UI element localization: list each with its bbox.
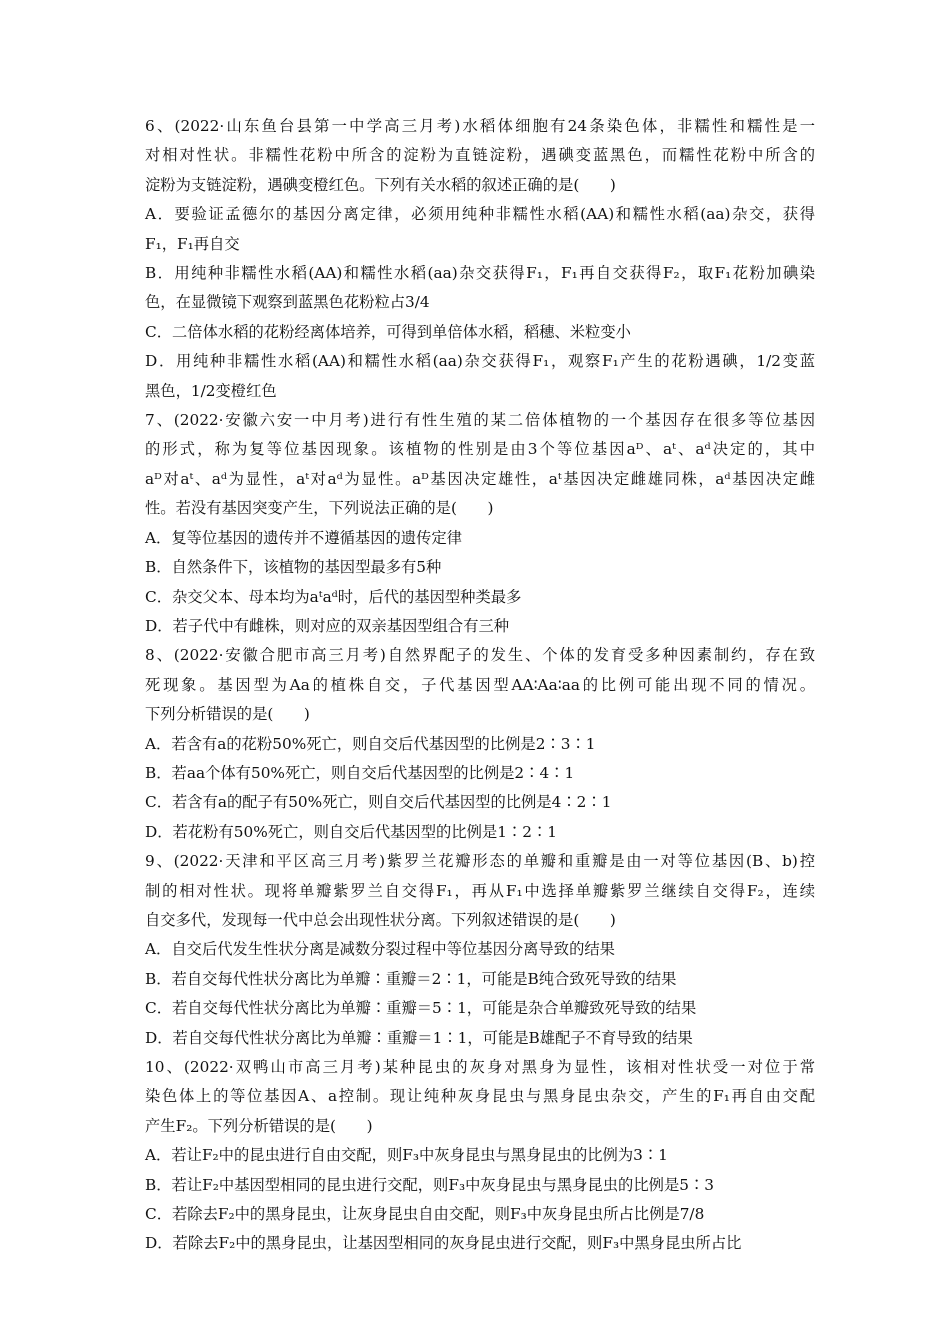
answer-option <box>145 730 815 759</box>
stem-line: 的形式，称为复等位基因现象。该植物的性别是由3个等位基因aᴰ、aᵗ、aᵈ决定的，其中 <box>145 440 815 459</box>
answer-option <box>145 935 815 964</box>
question-stem <box>145 112 815 200</box>
question-8 <box>145 641 815 847</box>
option-line: A．若让F₂中的昆虫进行自由交配，则F₃中灰身昆虫与黑身昆虫的比例为3∶1 <box>145 1146 668 1165</box>
option-line: B．若让F₂中基因型相同的昆虫进行交配，则F₃中灰身昆虫与黑身昆虫的比例是5∶3 <box>145 1175 714 1194</box>
answer-option <box>145 1200 815 1229</box>
option-line: F₁，F₁再自交 <box>145 234 240 253</box>
option-line: B．用纯种非糯性水稻(AA)和糯性水稻(aa)杂交获得F₁，F₁再自交获得F₂，取F₁花粉加碘染 <box>145 264 815 283</box>
stem-line: 6、(2022·山东鱼台县第一中学高三月考)水稻体细胞有24条染色体，非糯性和糯性是一 <box>145 117 815 135</box>
option-line: D．若自交每代性状分离比为单瓣∶重瓣＝1∶1，可能是B雄配子不育导致的结果 <box>145 1028 693 1047</box>
question-sheet <box>145 112 815 1259</box>
option-line: C．杂交父本、母本均为aᵗaᵈ时，后代的基因型种类最多 <box>145 587 522 606</box>
option-line: D．若除去F₂中的黑身昆虫，让基因型相同的灰身昆虫进行交配，则F₃中黑身昆虫所占比 <box>145 1234 742 1253</box>
question-6 <box>145 112 815 406</box>
question-stem <box>145 1053 815 1141</box>
question-10 <box>145 1053 815 1259</box>
stem-line: 制的相对性状。现将单瓣紫罗兰自交得F₁，再从F₁中选择单瓣紫罗兰继续自交得F₂，连续 <box>145 881 815 900</box>
option-line: 色，在显微镜下观察到蓝黑色花粉粒占3/4 <box>145 293 430 312</box>
answer-option <box>145 1171 815 1200</box>
option-line: C．二倍体水稻的花粉经离体培养，可得到单倍体水稻，稻穗、米粒变小 <box>145 322 631 341</box>
stem-line: 产生F₂。下列分析错误的是( ) <box>145 1116 373 1135</box>
question-stem <box>145 641 815 729</box>
option-line: A．要验证孟德尔的基因分离定律，必须用纯种非糯性水稻(AA)和糯性水稻(aa)杂交，获得 <box>145 205 815 224</box>
option-line: A．自交后代发生性状分离是减数分裂过程中等位基因分离导致的结果 <box>145 940 615 959</box>
answer-option <box>145 200 815 259</box>
answer-option <box>145 994 815 1023</box>
question-stem <box>145 847 815 935</box>
option-line: D．若子代中有雌株，则对应的双亲基因型组合有三种 <box>145 616 510 635</box>
option-line: C．若含有a的配子有50%死亡，则自交后代基因型的比例是4∶2∶1 <box>145 793 612 812</box>
answer-option <box>145 524 815 553</box>
stem-line: 对相对性状。非糯性花粉中所含的淀粉为直链淀粉，遇碘变蓝黑色，而糯性花粉中所含的 <box>145 146 815 165</box>
answer-option <box>145 759 815 788</box>
answer-option <box>145 1141 815 1170</box>
option-line: 黑色，1/2变橙红色 <box>145 381 277 400</box>
question-9 <box>145 847 815 1053</box>
answer-option <box>145 818 815 847</box>
stem-line: 下列分析错误的是( ) <box>145 705 310 724</box>
stem-line: 自交多代，发现每一代中总会出现性状分离。下列叙述错误的是( ) <box>145 910 616 929</box>
option-line: D．用纯种非糯性水稻(AA)和糯性水稻(aa)杂交获得F₁，观察F₁产生的花粉遇碘，1/2变蓝 <box>145 352 815 371</box>
answer-option <box>145 553 815 582</box>
answer-option <box>145 788 815 817</box>
stem-line: 9、(2022·天津和平区高三月考)紫罗兰花瓣形态的单瓣和重瓣是由一对等位基因(B、b)控 <box>145 852 815 871</box>
stem-line: 死现象。基因型为Aa的植株自交，子代基因型AA∶Aa∶aa的比例可能出现不同的情况。 <box>145 675 815 694</box>
question-7 <box>145 406 815 641</box>
answer-option <box>145 1024 815 1053</box>
option-line: C．若除去F₂中的黑身昆虫，让灰身昆虫自由交配，则F₃中灰身昆虫所占比例是7/8 <box>145 1205 705 1224</box>
stem-line: 淀粉为支链淀粉，遇碘变橙红色。下列有关水稻的叙述正确的是( ) <box>145 175 616 194</box>
answer-option <box>145 347 815 406</box>
option-line: A．复等位基因的遗传并不遵循基因的遗传定律 <box>145 528 462 547</box>
answer-option <box>145 259 815 318</box>
stem-line: 染色体上的等位基因A、a控制。现让纯种灰身昆虫与黑身昆虫杂交，产生的F₁再自由交配 <box>145 1087 815 1106</box>
option-line: B．若自交每代性状分离比为单瓣∶重瓣＝2∶1，可能是B纯合致死导致的结果 <box>145 969 677 988</box>
stem-line: aᴰ对aᵗ、aᵈ为显性，aᵗ对aᵈ为显性。aᴰ基因决定雄性，aᵗ基因决定雌雄同株，aᵈ基因决定雌 <box>145 469 815 488</box>
answer-option <box>145 583 815 612</box>
option-line: B．若aa个体有50%死亡，则自交后代基因型的比例是2∶4∶1 <box>145 763 575 782</box>
option-line: D．若花粉有50%死亡，则自交后代基因型的比例是1∶2∶1 <box>145 822 557 841</box>
option-line: C．若自交每代性状分离比为单瓣∶重瓣＝5∶1，可能是杂合单瓣致死导致的结果 <box>145 999 697 1018</box>
stem-line: 性。若没有基因突变产生，下列说法正确的是( ) <box>145 499 494 518</box>
option-line: A．若含有a的花粉50%死亡，则自交后代基因型的比例是2∶3∶1 <box>145 734 596 753</box>
answer-option <box>145 1229 815 1258</box>
option-line: B．自然条件下，该植物的基因型最多有5种 <box>145 558 442 577</box>
answer-option <box>145 965 815 994</box>
answer-option <box>145 318 815 347</box>
stem-line: 7、(2022·安徽六安一中月考)进行有性生殖的某二倍体植物的一个基因存在很多等位基因 <box>145 411 815 430</box>
answer-option <box>145 612 815 641</box>
question-stem <box>145 406 815 524</box>
stem-line: 10、(2022·双鸭山市高三月考)某种昆虫的灰身对黑身为显性，该相对性状受一对位于常 <box>145 1058 815 1076</box>
stem-line: 8、(2022·安徽合肥市高三月考)自然界配子的发生、个体的发育受多种因素制约，存在致 <box>145 646 815 665</box>
